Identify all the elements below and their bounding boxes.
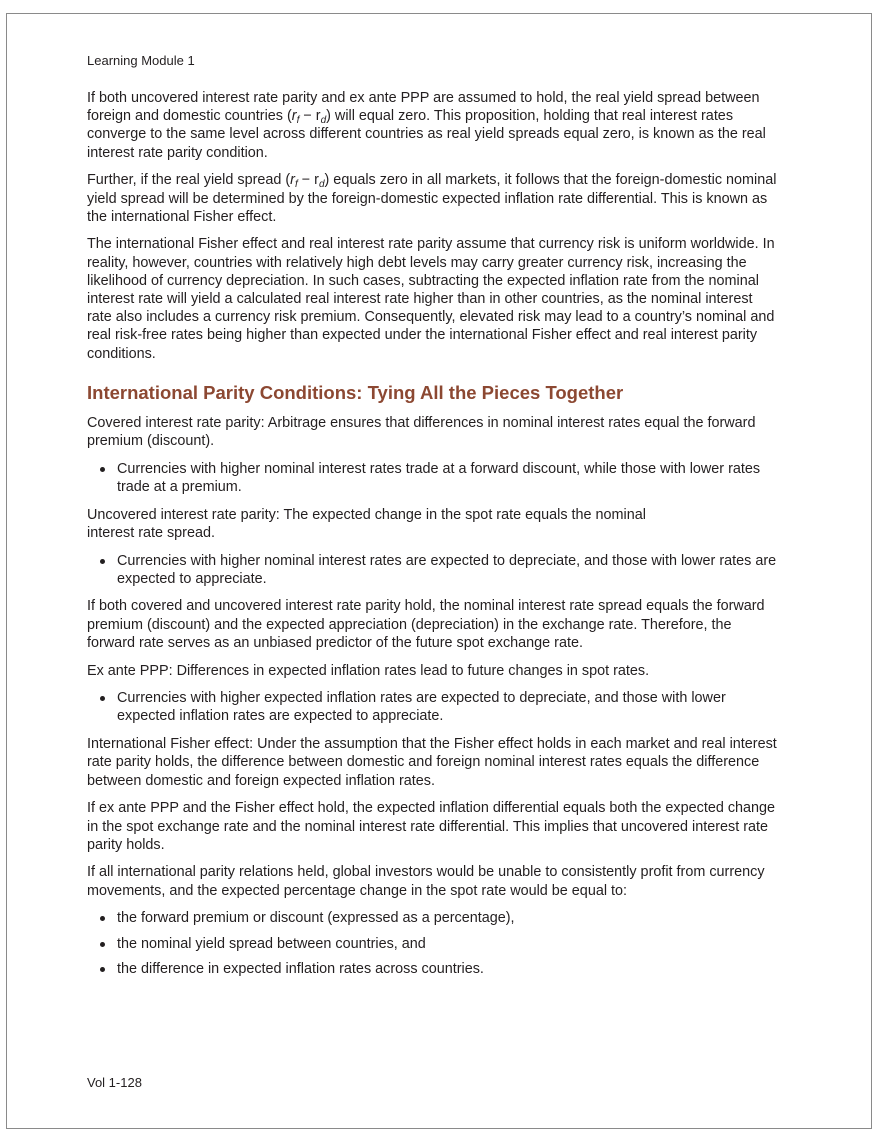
formula	[285, 172, 330, 191]
sub: d	[318, 179, 325, 191]
list-item: Currencies with higher nominal interest rates are expected to depreciate, and those with lower rates are expected to appreciate.	[117, 552, 777, 587]
var: r	[291, 108, 297, 125]
running-header: Learning Module 1	[87, 53, 195, 68]
paren: (	[286, 108, 292, 125]
text: will equal zero. This proposition, holding that real interest rates converge to the same level across different countries as real yield spreads equal zero, is known as the real interest rate parity condition.	[87, 108, 766, 161]
sub: d	[320, 115, 327, 127]
paragraph	[87, 171, 777, 226]
page-number: Vol 1-128	[87, 1075, 142, 1090]
bullet-list	[87, 460, 777, 496]
list-item: the forward premium or discount (expressed as a percentage),	[117, 909, 777, 927]
paren: )	[326, 108, 331, 125]
paragraph: Ex ante PPP: Differences in expected inflation rates lead to future changes in spot rates.	[87, 662, 650, 679]
text: equals zero in all markets, it follows that the foreign-domestic nominal yield spread will be determined by the foreign-domestic expected inflation rate differential. This is known as the international Fisher effect.	[87, 172, 777, 225]
bullet-list	[87, 552, 777, 588]
paragraph	[87, 89, 777, 162]
sub: f	[296, 115, 300, 127]
section-heading: International Parity Conditions: Tying All the Pieces Together	[87, 381, 624, 403]
list-item: the nominal yield spread between countries, and	[117, 935, 777, 953]
list-item: the difference in expected inflation rates across countries.	[117, 960, 777, 978]
text: If both uncovered interest rate parity and ex ante PPP are assumed to hold, the real yield spread between foreign and domestic countries	[87, 90, 760, 125]
list-item: Currencies with higher nominal interest rates trade at a forward discount, while those with lower rates trade at a premium.	[117, 460, 777, 496]
formula	[286, 108, 331, 127]
bullet-list	[87, 909, 777, 978]
paragraph: If ex ante PPP and the Fisher effect hold, the expected inflation differential equals both the expected change in the spot exchange rate and the nominal interest rate differential. This implies that uncovered interest rate parity holds.	[87, 800, 776, 853]
var: r	[290, 172, 295, 189]
paragraph: If both covered and uncovered interest rate parity hold, the nominal interest rate spread equals the forward premium (discount) and the expected appreciation (depreciation) in the exchange rate. Therefore, the forward rate serves as an unbiased predictor of the future spot exchange rate.	[87, 598, 765, 651]
text: Further, if the real yield spread	[87, 172, 286, 189]
paragraph: If all international parity relations held, global investors would be unable to consistently profit from currency movements, and the expected percentage change in the spot rate would be equal to:	[87, 864, 765, 899]
bullet-list	[87, 689, 777, 725]
op: −	[299, 108, 316, 125]
list-item: Currencies with higher expected inflation rates are expected to depreciate, and those with lower expected inflation rates are expected to appreciate.	[117, 689, 777, 725]
paragraph: International Fisher effect: Under the assumption that the Fisher effect holds in each market and real interest rate parity holds, the difference between domestic and foreign nominal interest rates equals the difference between domestic and foreign expected inflation rates.	[87, 736, 777, 789]
page-content	[87, 89, 777, 987]
paren: )	[324, 172, 330, 189]
paragraph: Covered interest rate parity: Arbitrage ensures that differences in nominal interest rates equal the forward premium (discount).	[87, 414, 756, 450]
op: −	[297, 172, 315, 189]
paren: (	[285, 172, 291, 189]
paragraph: The international Fisher effect and real interest rate parity assume that currency risk is uniform worldwide. In reality, however, countries with relatively high debt levels may carry greater currency risk, increasing the likelihood of currency depreciation. In such cases, subtracting the expected inflation rate from the nominal interest rate will yield a calculated real interest rate higher than in other countries, as the nominal interest rate also includes a currency risk premium. Consequently, elevated risk may lead to a country’s nominal and real risk-free rates being higher than expected under the international Fisher effect and real interest parity conditions.	[87, 236, 775, 362]
var: r	[315, 108, 321, 125]
sub: f	[294, 179, 298, 191]
paragraph: Uncovered interest rate parity: The expected change in the spot rate equals the nominal interest rate spread.	[87, 506, 646, 541]
var: r	[314, 172, 319, 189]
